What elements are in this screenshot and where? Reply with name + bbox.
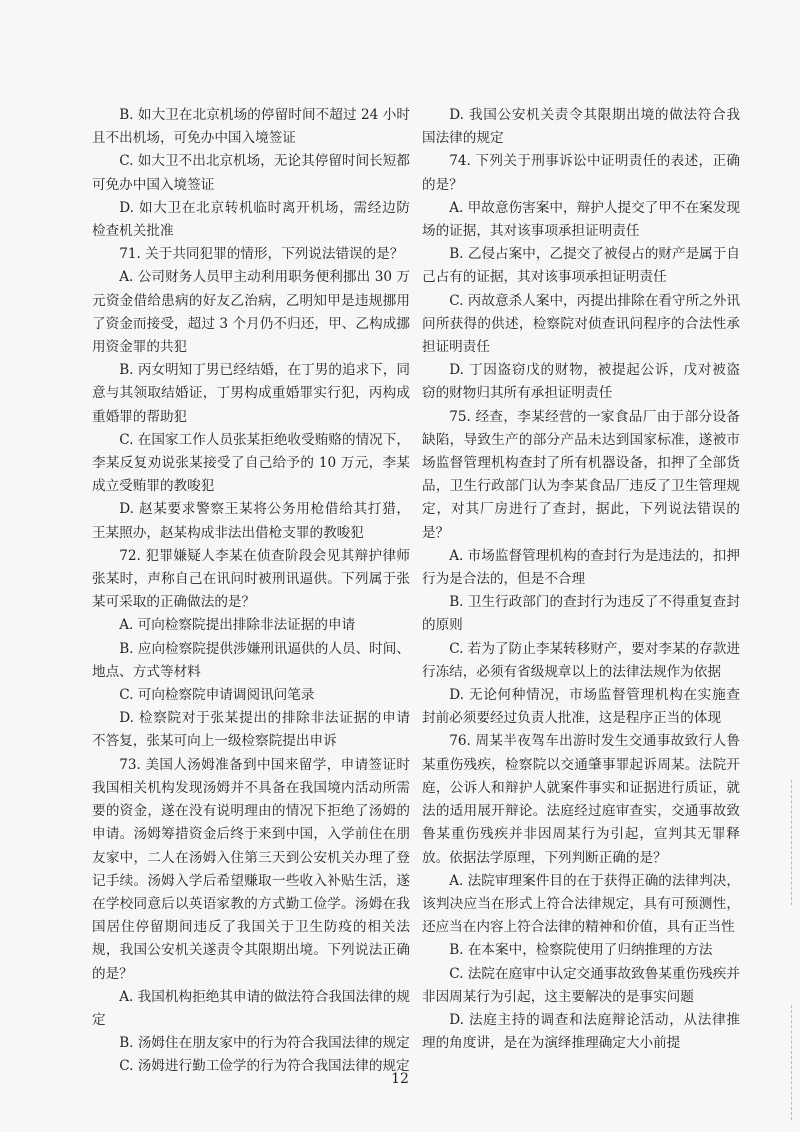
answer-option: D. 丁因盗窃戊的财物，被提起公诉，戊对被盗窃的财物归其所有承担证明责任 — [422, 362, 740, 402]
question-stem: 72. 犯罪嫌疑人李某在侦查阶段会见其辩护律师张某时，声称自己在讯问时被刑讯逼供。下列属于张某可采取的正确做法的是？ — [92, 547, 410, 611]
answer-option: A. 可向检察院提出排除非法证据的申请 — [119, 617, 356, 634]
answer-option: A. 公司财务人员甲主动利用职务便利挪出 30 万元资金借给患病的好友乙治病，乙明知甲是违规挪用了资金而接受，超过 3 个月仍不归还，甲、乙构成挪用资金罪的共犯 — [92, 269, 410, 356]
question-stem: 74. 下列关于刑事诉讼中证明责任的表述，正确的是？ — [422, 153, 740, 193]
answer-option: A. 法院审理案件目的在于获得正确的法律判决，该判决应当在形式上符合法律规定，具有可预测性，还应当在内容上符合法律的精神和价值，具有正当性 — [422, 872, 740, 936]
answer-option: D. 法庭主持的调查和法庭辩论活动，从法律推理的角度讲，是在为演绎推理确定大小前提 — [422, 1011, 740, 1052]
answer-option: C. 在国家工作人员张某拒绝收受贿赂的情况下，李某反复劝说张某接受了自己给予的 10 万元，李某成立受贿罪的教唆犯 — [92, 431, 410, 495]
answer-option: B. 卫生行政部门的查封行为违反了不得重复查封的原则 — [422, 594, 740, 634]
answer-option: D. 赵某要求警察王某将公务用枪借给其打猎，王某照办，赵某构成非法出借枪支罪的教唆犯 — [92, 501, 410, 541]
answer-option: C. 如大卫不出北京机场，无论其停留时间长短都可免办中国入境签证 — [92, 153, 410, 193]
answer-option: B. 丙女明知丁男已经结婚，在丁男的追求下，同意与其领取结婚证，丁男构成重婚罪实行犯，丙构成重婚罪的帮助犯 — [92, 362, 410, 425]
left-column — [92, 104, 410, 1079]
answer-option: B. 乙侵占案中，乙提交了被侵占的财产是属于自己占有的证据，其对该事项承担证明责任 — [422, 246, 740, 286]
question-stem: 75. 经查，李某经营的一家食品厂由于部分设备缺陷，导致生产的部分产品未达到国家标准，遂被市场监督管理机构查封了所有机器设备，扣押了全部货品，卫生行政部门认为李某食品厂违反了卫生管理规定，对其厂房进行了查封，据此，下列说法错误的是？ — [422, 408, 740, 541]
question-stem: 73. 美国人汤姆准备到中国来留学，申请签证时我国相关机构发现汤姆并不具备在我国境内活动所需要的资金，遂在没有说明理由的情况下拒绝了汤姆的申请。汤姆筹措资金后终于来到中国，入学前住在朋友家中，二人在汤姆入住第三天到公安机关办理了登记手续。汤姆入学后希望赚取一些收入补贴生活，遂在学校同意后以英语家教的方式勤工俭学。汤姆在我国居住停留期间违反了我国关于卫生防疫的相关法规，我国公安机关遂责令其限期出境。下列说法正确的是？ — [92, 756, 410, 982]
question-stem: 76. 周某半夜驾车出游时发生交通事故致行人鲁某重伤残疾，检察院以交通肇事罪起诉周某。法院开庭，公诉人和辩护人就案件事实和证据进行质证，就法的适用展开辩论。法庭经过庭审查实，交通事故致鲁某重伤残疾并非因周某行为引起，宣判其无罪释放。依据法学原理，下列判断正确的是？ — [422, 733, 740, 866]
scan-edge-mark — [791, 780, 792, 905]
answer-option: D. 无论何种情况，市场监督管理机构在实施查封前必须要经过负责人批准，这是程序正当的体现 — [422, 687, 740, 727]
right-column — [422, 104, 740, 1055]
answer-option: C. 丙故意杀人案中，丙提出排除在看守所之外讯问所获得的供述，检察院对侦查讯问程序的合法性承担证明责任 — [422, 292, 740, 356]
scan-edge-mark — [791, 1005, 792, 1120]
answer-option: D. 检察院对于张某提出的排除非法证据的申请不答复，张某可向上一级检察院提出申诉 — [92, 710, 410, 750]
answer-option: B. 如大卫在北京机场的停留时间不超过 24 小时且不出机场，可免办中国入境签证 — [92, 107, 410, 147]
answer-option: D. 如大卫在北京转机临时离开机场，需经边防检查机关批准 — [92, 199, 410, 240]
page-number: 12 — [391, 1071, 409, 1087]
answer-option: D. 我国公安机关责令其限期出境的做法符合我国法律的规定 — [422, 107, 740, 147]
answer-option: A. 市场监督管理机构的查封行为是违法的，扣押行为是合法的，但是不合理 — [422, 547, 740, 588]
answer-option: C. 可向检察院申请调阅讯问笔录 — [119, 687, 315, 704]
answer-option: B. 汤姆住在朋友家中的行为符合我国法律的规定 — [119, 1035, 410, 1052]
answer-option: A. 我国机构拒绝其申请的做法符合我国法律的规定 — [92, 988, 410, 1028]
question-stem: 71. 关于共同犯罪的情形，下列说法错误的是？ — [119, 246, 404, 263]
answer-option: C. 汤姆进行勤工俭学的行为符合我国法律的规定 — [119, 1058, 410, 1075]
answer-option: A. 甲故意伤害案中，辩护人提交了甲不在案发现场的证据，其对该事项承担证明责任 — [422, 199, 740, 240]
answer-option: C. 法院在庭审中认定交通事故致鲁某重伤残疾并非因周某行为引起，这主要解决的是事实问题 — [422, 965, 740, 1005]
answer-option: B. 应向检察院提供涉嫌刑讯逼供的人员、时间、地点、方式等材料 — [92, 640, 410, 680]
answer-option: B. 在本案中，检察院使用了归纳推理的方法 — [449, 942, 713, 959]
answer-option: C. 若为了防止李某转移财产，要对李某的存款进行冻结，必须有省级规章以上的法律法规作为依据 — [422, 640, 740, 680]
